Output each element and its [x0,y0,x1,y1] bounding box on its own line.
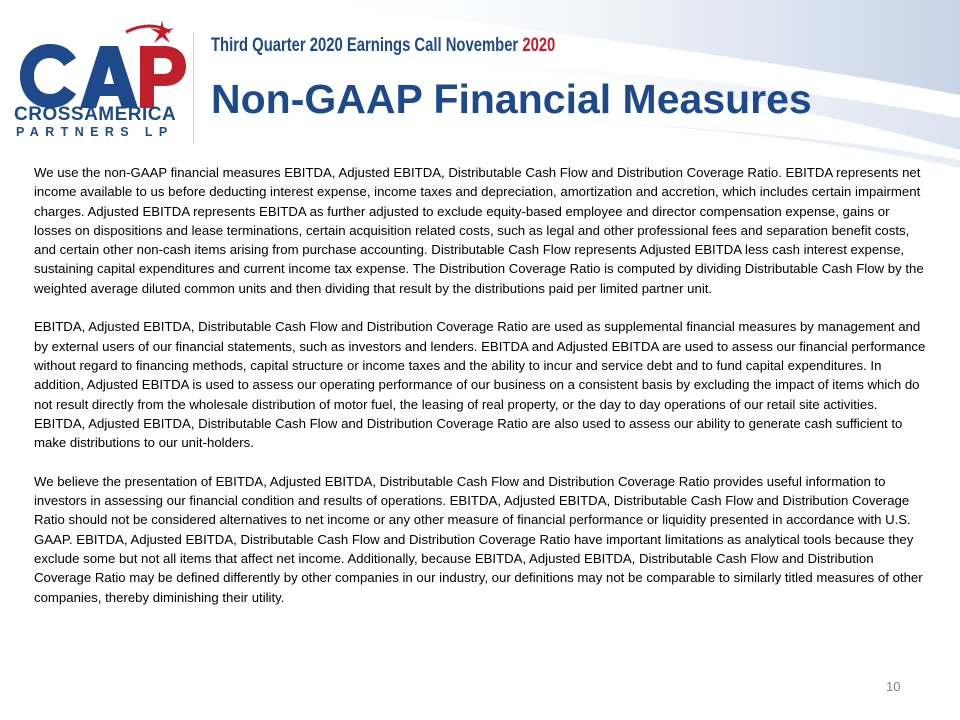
paragraph-limitations: We believe the presentation of EBITDA, Adjusted EBITDA, Distributable Cash Flow and Distribution Coverage Ratio provides useful information to investors in assessing our financial condition and results of operations. EBITDA, Adjusted EBITDA, Distributable Cash Flow and Distribution Coverage Ratio should not be considered alternatives to net income or any other measure of financial performance or liquidity presented in accordance with U.S. GAAP. EBITDA, Adjusted EBITDA, Distributable Cash Flow and Distribution Coverage Ratio have important limitations as analytical tools because they exclude some but not all items that affect net income. Additionally, because EBITDA, Adjusted EBITDA, Distributable Cash Flow and Distribution Coverage Ratio may be defined differently by other companies in our industry, our definitions may not be comparable to similarly titled measures of other companies, thereby diminishing their utility. [34,473,923,605]
page-number: 10 [886,679,901,694]
logo-wordmark [20,44,186,108]
logo-line-1: CROSSAMERICA [14,104,177,125]
star-icon [150,20,174,43]
subtitle-year: 2020 [522,35,556,56]
paragraph-definitions: We use the non-GAAP financial measures EBITDA, Adjusted EBITDA, Distributable Cash Flow and Distribution Coverage Ratio. EBITDA represents net income available to us before deducting interest expense, income taxes and depreciation, amortization and accretion, which includes certain impairment charges. Adjusted EBITDA represents EBITDA as further adjusted to exclude equity-based employee and director compensation expense, gains or losses on dispositions and lease terminations, certain acquisition related costs, such as legal and other professional fees and separation benefit costs, and certain other non-cash items arising from purchase accounting. Distributable Cash Flow represents Adjusted EBITDA less cash interest expense, sustaining capital expenditures and current income tax expense. The Distribution Coverage Ratio is computed by dividing Distributable Cash Flow by the weighted average diluted common units and then dividing that result by the distributions paid per limited partner unit. [34,165,924,296]
subtitle-text: Third Quarter 2020 Earnings Call November [211,35,519,56]
paragraph-uses: EBITDA, Adjusted EBITDA, Distributable Cash Flow and Distribution Coverage Ratio are used as supplemental financial measures by management and by external users of our financial statements, such as investors and lenders. EBITDA and Adjusted EBITDA are used to assess our financial performance without regard to financing methods, capital structure or income taxes and the ability to incur and service debt and to fund capital expenditures. In addition, Adjusted EBITDA is used to assess our operating performance of our business on a consistent basis by excluding the impact of items which do not result directly from the wholesale distribution of motor fuel, the leasing of real property, or the day to day operations of our retail site activities. EBITDA, Adjusted EBITDA, Distributable Cash Flow and Distribution Coverage Ratio are also used to assess our ability to generate cash sufficient to make distributions to our unit-holders. [34,319,926,451]
body-text [34,163,929,626]
page-title: Non-GAAP Financial Measures [211,76,812,122]
header-divider [193,32,194,144]
presentation-subtitle [211,35,555,57]
logo-line-2: PARTNERS LP [16,125,174,139]
